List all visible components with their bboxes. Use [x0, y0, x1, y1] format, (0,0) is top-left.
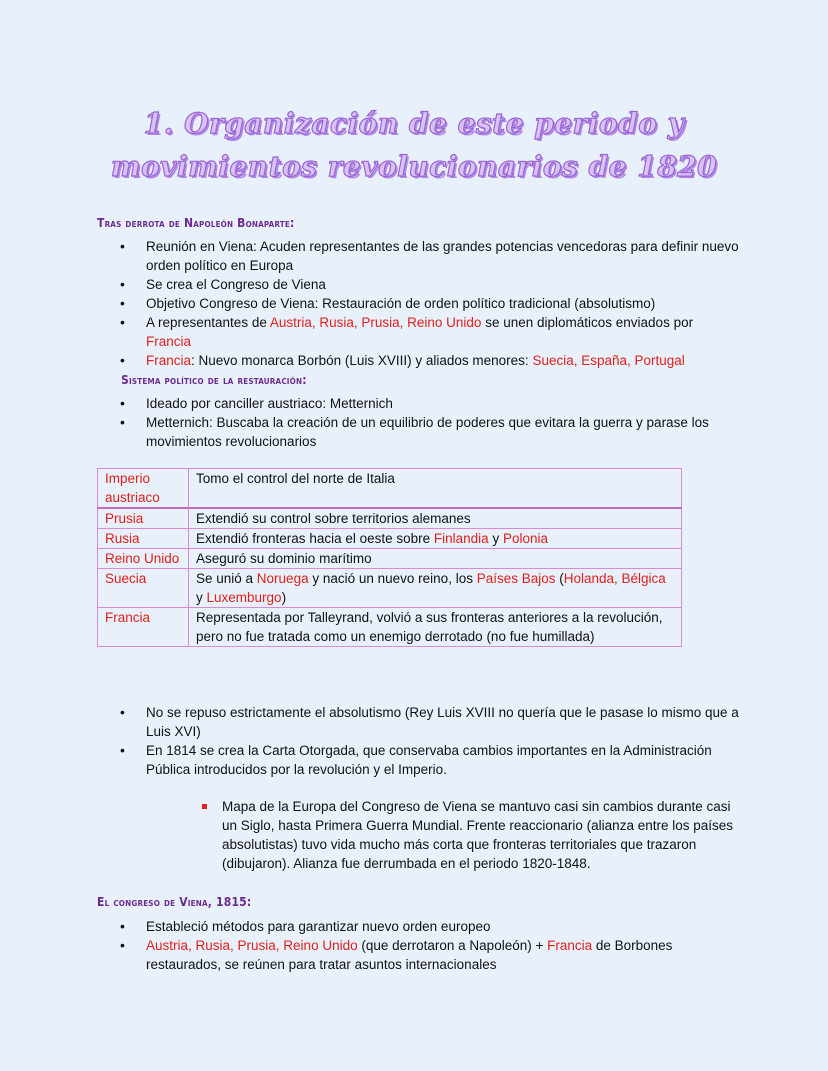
description-cell: Extendió su control sobre territorios alemanes: [189, 508, 682, 529]
bullet-list-napoleon: [100, 237, 740, 370]
highlight-country: Francia: [146, 353, 192, 368]
description-cell: Tomo el control del norte de Italia: [189, 469, 682, 509]
list-item: [100, 351, 740, 370]
highlight-countries: Austria, Rusia, Prusia, Reino Unido: [269, 315, 482, 330]
section-heading-congreso: El congreso de Viena, 1815:: [97, 895, 252, 909]
table-row: [98, 508, 682, 529]
highlight-country: Finlandia: [433, 531, 489, 546]
list-item: • Se crea el Congreso de Viena: [100, 275, 740, 294]
text-span: Se unió a: [196, 571, 257, 586]
title-line-2: movimientos revolucionarios de 1820: [110, 150, 718, 183]
title-line-1: 1. Organización de este periodo y: [143, 107, 685, 140]
table-row: [98, 569, 682, 608]
bullet-list-restauracion: [100, 394, 740, 451]
text-span: (: [555, 571, 564, 586]
table-row: [98, 608, 682, 647]
description-cell: Aseguró su dominio marítimo: [189, 549, 682, 569]
list-item: Mapa de la Europa del Congreso de Viena se mantuvo casi sin cambios durante casi un Siglo, hasta Primera Guerra Mundial. Frente reaccionario (alianza entre los países absolutistas) tuvo vida mucho más corta que fronteras territoriales que trazaron (dibujaron). Alianza fue derrumbada en el periodo 1820-1848.: [176, 797, 746, 873]
description-cell: [189, 569, 682, 608]
highlight-country: Noruega: [256, 571, 309, 586]
text-span: ): [281, 590, 287, 605]
country-cell: Rusia: [98, 529, 189, 549]
highlight-country: Holanda, Bélgica: [563, 571, 666, 586]
description-cell: [189, 529, 682, 549]
list-item: • No se repuso estrictamente el absolutismo (Rey Luis XVIII no quería que le pasase lo mismo que a Luis XVI): [100, 703, 740, 741]
text-span: de Borbones restaurados, se reúnen para tratar asuntos internacionales: [146, 938, 673, 972]
list-item: • Reunión en Viena: Acuden representantes de las grandes potencias vencedoras para definir nuevo orden político en Europa: [100, 237, 740, 275]
page-title: [60, 102, 768, 188]
list-item: [100, 936, 740, 974]
text-span: y nació un nuevo reino, los: [308, 571, 477, 586]
highlight-country: Francia: [547, 938, 593, 953]
list-item: • Estableció métodos para garantizar nuevo orden europeo: [100, 917, 740, 936]
bullet-list-after-table: [100, 703, 740, 779]
description-cell: Representada por Talleyrand, volvió a sus fronteras anteriores a la revolución, pero no fue tratada como un enemigo derrotado (no fue humillada): [189, 608, 682, 647]
text-span: y: [488, 531, 503, 546]
country-cell: Imperio austriaco: [98, 469, 189, 509]
table-row: [98, 549, 682, 569]
bullet-list-congreso: [100, 917, 740, 974]
country-cell: Francia: [98, 608, 189, 647]
highlight-countries: Suecia, España, Portugal: [532, 353, 685, 368]
list-item: • Objetivo Congreso de Viena: Restauración de orden político tradicional (absolutismo): [100, 294, 740, 313]
text-span: y: [196, 590, 207, 605]
list-item: [100, 313, 740, 351]
list-item: • En 1814 se crea la Carta Otorgada, que conservaba cambios importantes en la Administración Pública introducidos por la revolución y el Imperio.: [100, 741, 740, 779]
text-span: Extendió fronteras hacia el oeste sobre: [196, 531, 434, 546]
highlight-countries: Austria, Rusia, Prusia, Reino Unido: [146, 938, 358, 953]
country-cell: Reino Unido: [98, 549, 189, 569]
text-span: se unen diplomáticos enviados por: [481, 315, 694, 330]
highlight-country: Luxemburgo: [206, 590, 282, 605]
text-span: : Nuevo monarca Borbón (Luis XVIII) y aliados menores:: [191, 353, 533, 368]
section-heading-restauracion: Sistema político de la restauración:: [121, 373, 307, 387]
text-span: A representantes de: [146, 315, 270, 330]
highlight-country: Francia: [146, 334, 192, 349]
highlight-country: Polonia: [502, 531, 549, 546]
highlight-country: Países Bajos: [476, 571, 556, 586]
table-row: [98, 529, 682, 549]
list-item: • Metternich: Buscaba la creación de un equilibrio de poderes que evitara la guerra y parase los movimientos revolucionarios: [100, 413, 740, 451]
country-cell: Suecia: [98, 569, 189, 608]
section-heading-napoleon: Tras derrota de Napoleón Bonaparte:: [97, 216, 295, 230]
text-span: (que derrotaron a Napoleón) +: [357, 938, 548, 953]
country-cell: Prusia: [98, 508, 189, 529]
countries-table: [97, 468, 682, 647]
square-list: [176, 797, 746, 873]
list-item: • Ideado por canciller austriaco: Metternich: [100, 394, 740, 413]
table-row: [98, 469, 682, 509]
